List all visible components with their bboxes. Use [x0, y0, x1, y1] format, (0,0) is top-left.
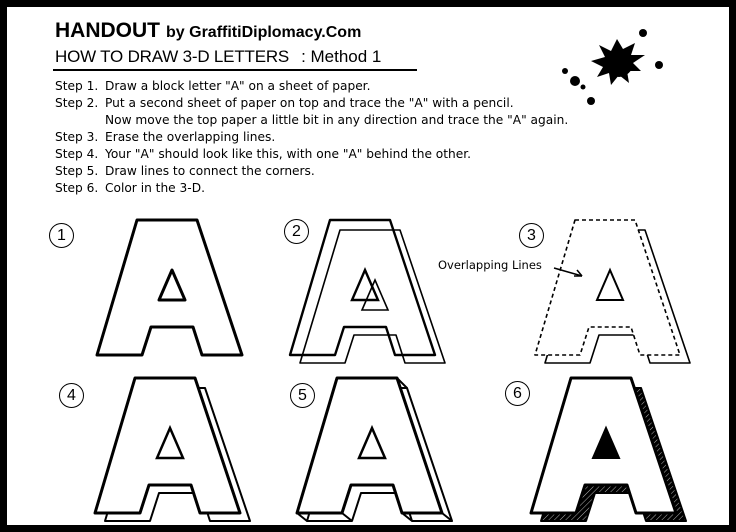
- letter-a-step-5: [269, 373, 489, 525]
- step-4: Step 4. Your "A" should look like this, with one "A" behind the other.: [55, 147, 472, 161]
- step-2: Step 2. Put a second sheet of paper on top and trace the "A" with a pencil.: [55, 96, 514, 110]
- subtitle-underline: [53, 69, 417, 71]
- handout-title: HANDOUT: [55, 19, 160, 42]
- panel-number-1: 1: [49, 223, 74, 248]
- letter-a-step-6: [503, 373, 723, 525]
- step-5: Step 5. Draw lines to connect the corners.: [55, 164, 315, 178]
- step-list: [55, 78, 568, 197]
- header: [55, 19, 361, 43]
- step-6: Step 6. Color in the 3-D.: [55, 181, 205, 195]
- site-credit: by GraffitiDiplomacy.Com: [166, 24, 362, 41]
- panel-number-4: 4: [59, 383, 84, 408]
- panel-number-2: 2: [284, 219, 309, 244]
- letter-a-step-4: [67, 373, 287, 525]
- panel-number-6: 6: [505, 381, 530, 406]
- step-1: Step 1. Draw a block letter "A" on a sheet of paper.: [55, 79, 371, 93]
- letter-a-step-1: [67, 215, 287, 367]
- letter-a-step-3: [507, 215, 727, 367]
- step-2-continued: Now move the top paper a little bit in any direction and trace the "A" again.: [105, 113, 569, 127]
- panel-number-5: 5: [290, 383, 315, 408]
- subtitle-method: : Method 1: [301, 47, 382, 66]
- step-3: Step 3. Erase the overlapping lines.: [55, 130, 276, 144]
- panel-number-3: 3: [519, 223, 544, 248]
- subtitle: [55, 47, 381, 67]
- handout-sheet: [7, 7, 729, 525]
- overlapping-lines-label: Overlapping Lines: [438, 258, 542, 272]
- subtitle-title: HOW TO DRAW 3-D LETTERS: [55, 47, 290, 66]
- letter-a-step-2: [262, 215, 482, 367]
- arrow-icon: [552, 262, 592, 282]
